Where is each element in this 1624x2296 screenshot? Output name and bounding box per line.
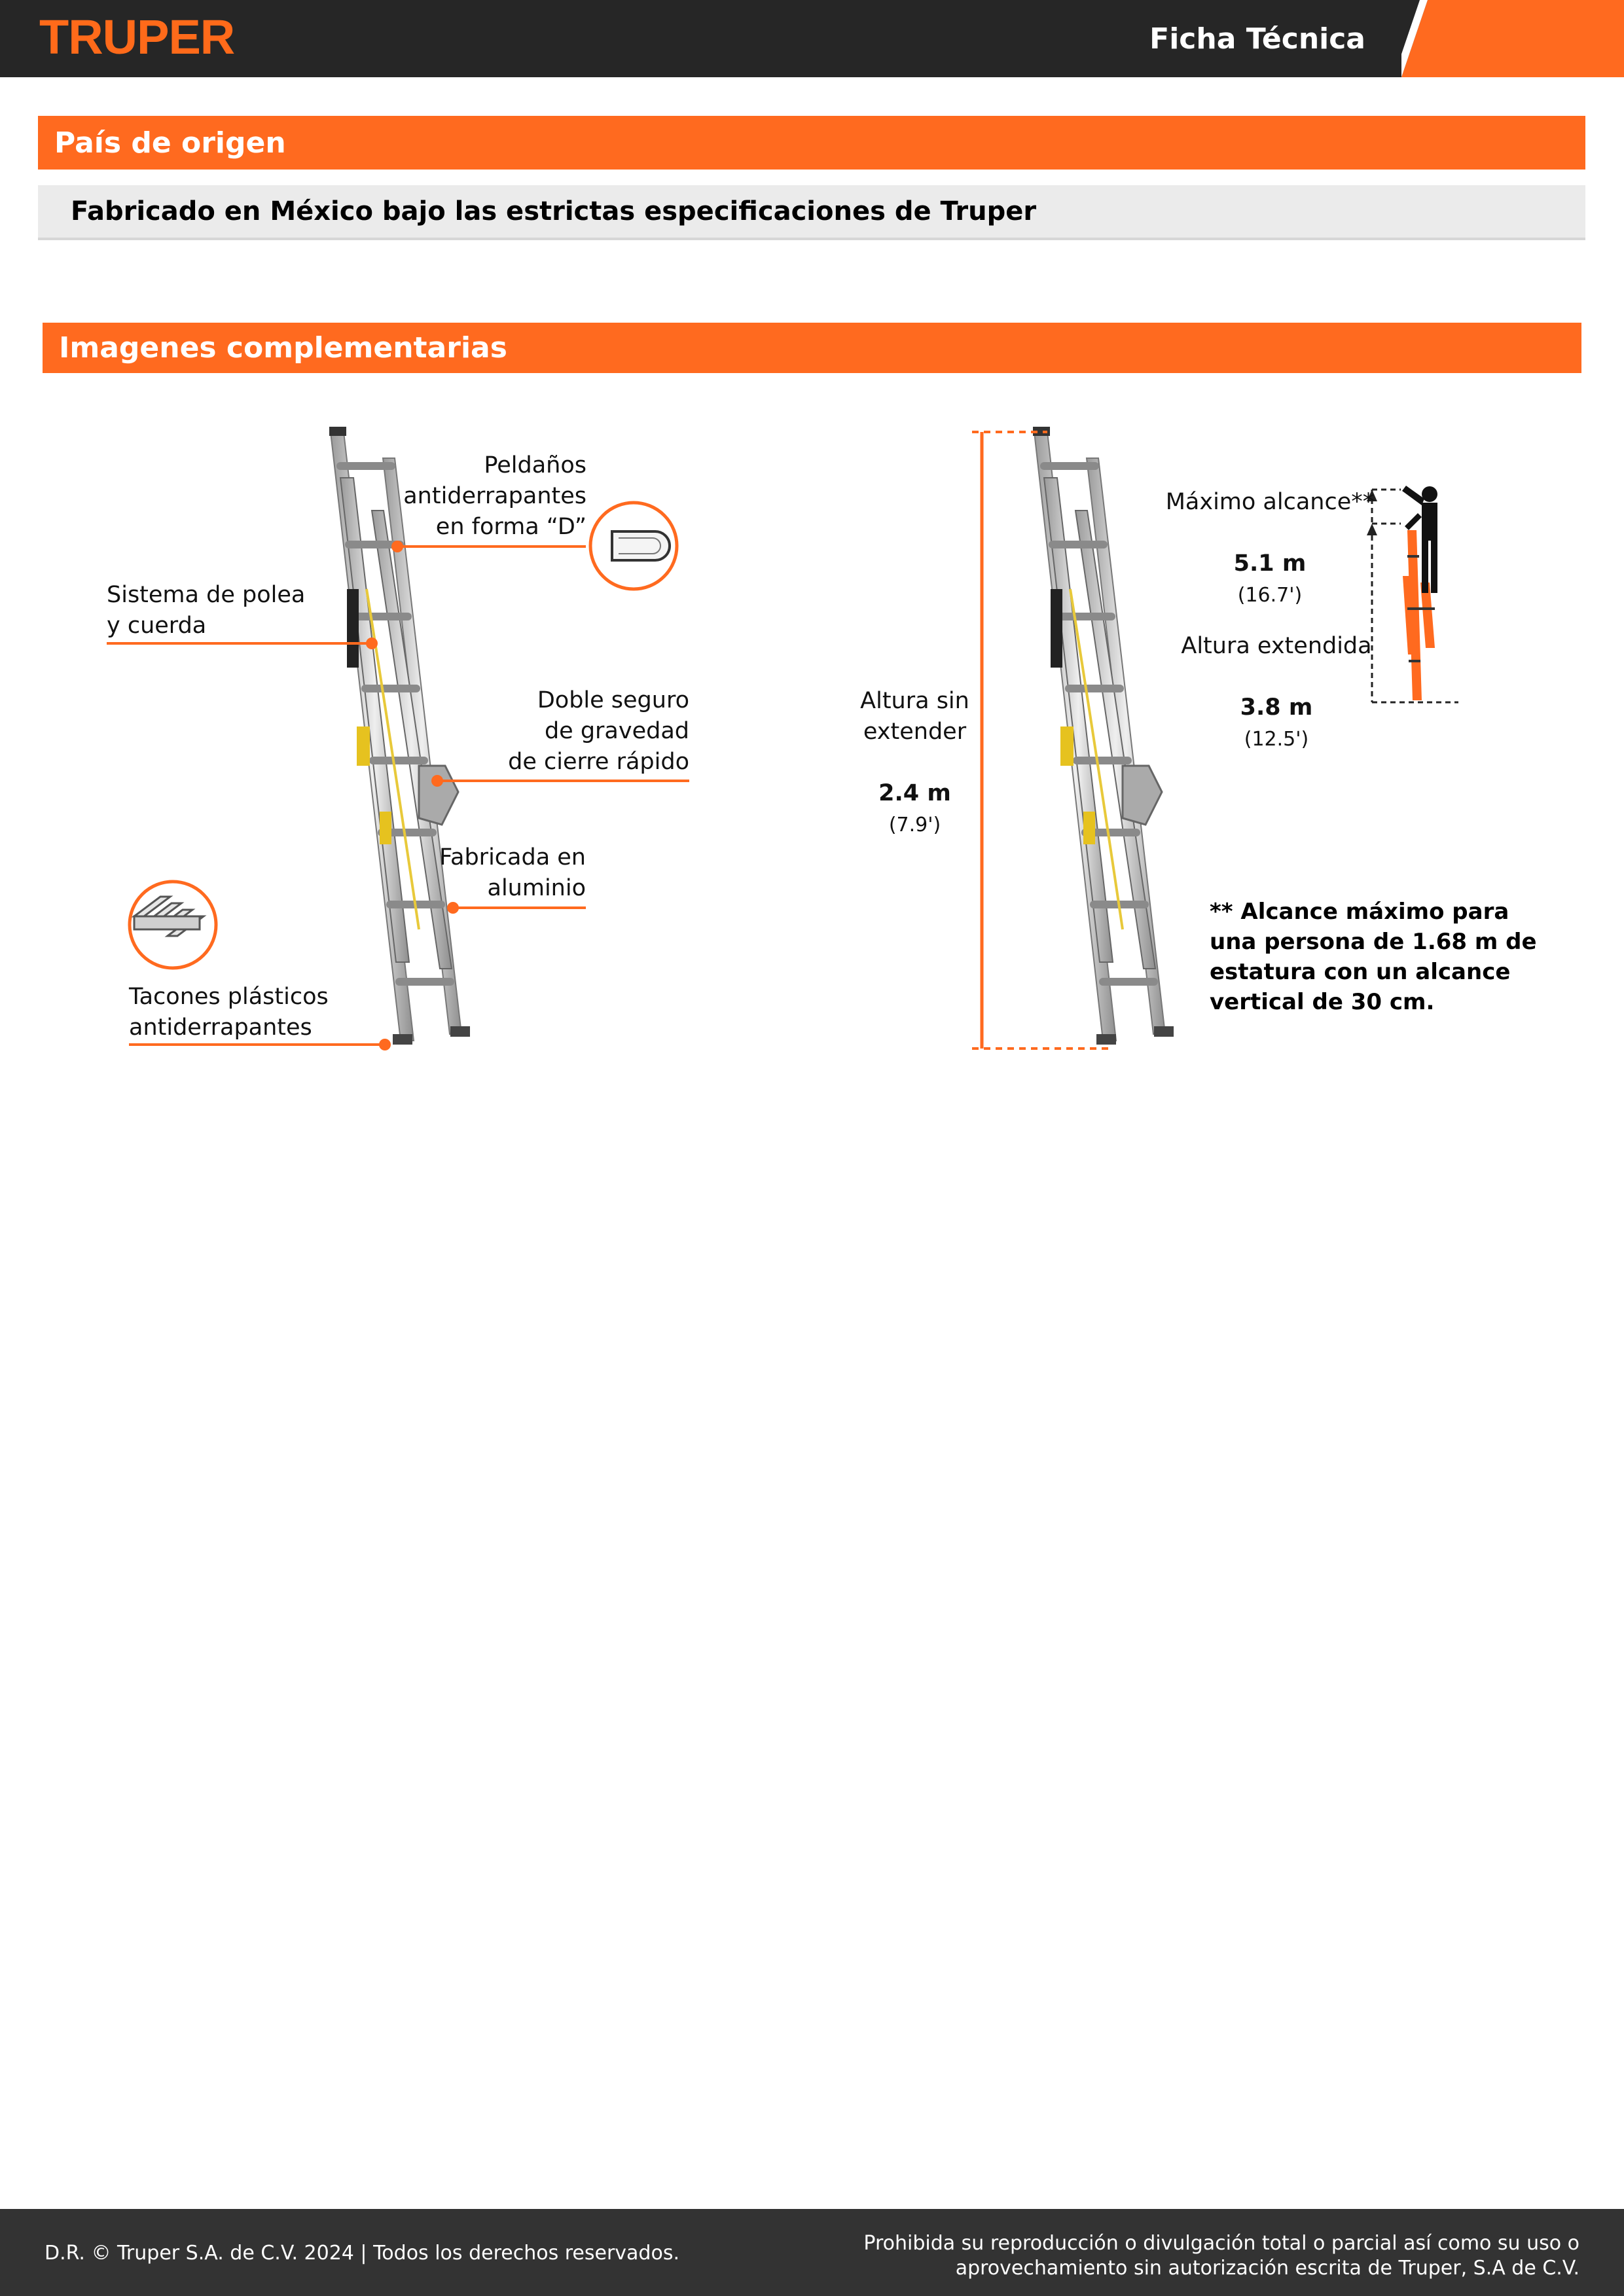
truper-logo: TRUPER <box>39 10 235 64</box>
images-heading: Imagenes complementarias <box>43 323 1581 373</box>
feet-detail-icon <box>130 882 216 968</box>
label-extended-height: Altura extendida 3.8 m (12.5') <box>1181 633 1372 751</box>
origin-text: Fabricado en México bajo las estrictas especificaciones de Truper <box>38 185 1585 240</box>
label-gravity-lock: Doble seguro de gravedad de cierre rápido <box>508 687 689 775</box>
reach-footnote: ** Alcance máximo para una persona de 1.68 m de estatura con un alcance vertical de 30 cm. <box>1210 899 1537 1015</box>
label-unextended-height: Altura sin extender 2.4 m (7.9') <box>860 688 969 836</box>
height-dimension-line <box>972 432 1113 1049</box>
document-title: Ficha Técnica <box>1149 22 1365 56</box>
label-d-steps: Peldaños antiderrapantes en forma “D” <box>403 452 586 540</box>
copyright-text: D.R. © Truper S.A. de C.V. 2024 | Todos los derechos reservados. <box>45 2242 679 2265</box>
footer-bar <box>0 2209 1624 2296</box>
label-plastic-feet: Tacones plásticos antiderrapantes <box>129 984 329 1041</box>
label-pulley-rope: Sistema de polea y cuerda <box>107 582 306 639</box>
origin-heading: País de origen <box>38 116 1585 170</box>
label-aluminum: Fabricada en aluminio <box>439 844 586 901</box>
d-rung-detail-icon <box>590 503 677 589</box>
label-max-reach: Máximo alcance** 5.1 m (16.7') <box>1165 489 1375 607</box>
rights-notice: Prohibida su reproducción o divulgación total o parcial así como su uso o aprovechamiento sin autorización escrita de Truper, S.A de C.V. <box>863 2232 1579 2280</box>
